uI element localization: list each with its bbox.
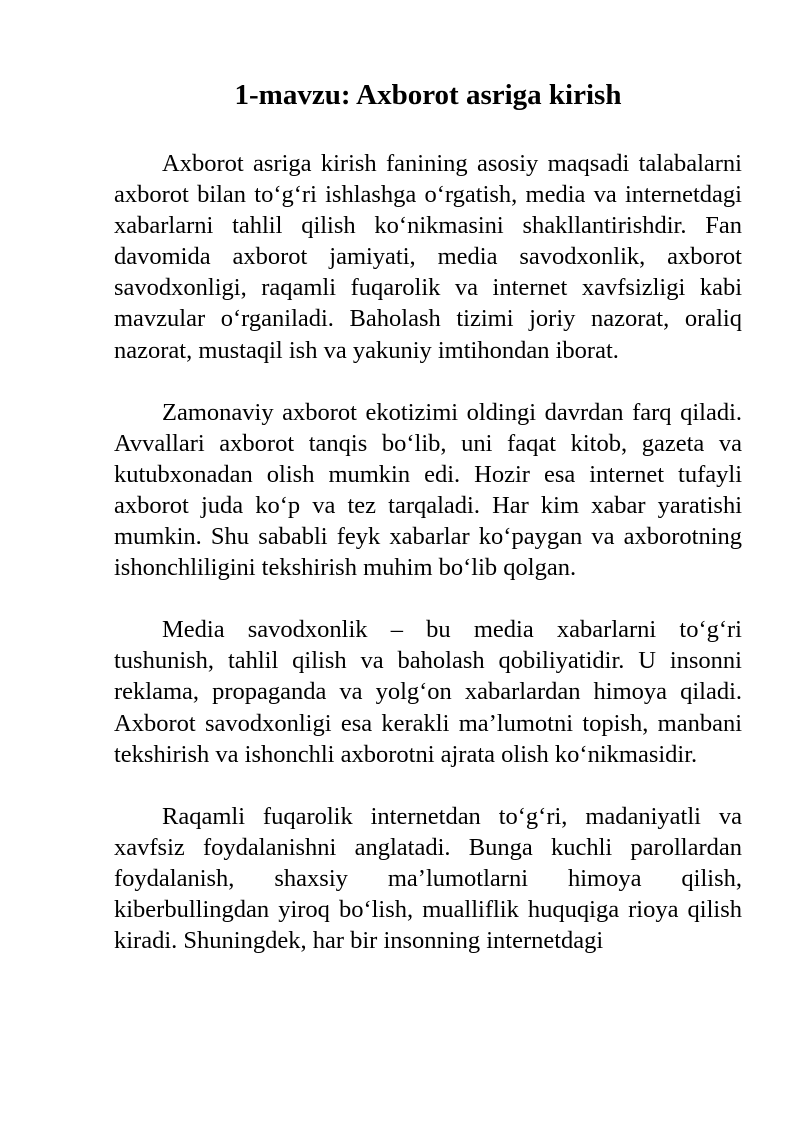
paragraph-information-ecosystem: Zamonaviy axborot ekotizimi oldingi davrdan farq qiladi. Avvallari axborot tanqis bo‘lib, uni faqat kitob, gazeta va kutubxonadan olish mumkin edi. Hozir esa internet tufayli axborot juda ko‘p va tez tarqaladi. Har kim xabar yaratishi mumkin. Shu sababli feyk xabarlar ko‘paygan va axborotning ishonchliligini tekshirish muhim bo‘lib qolgan.: [114, 398, 742, 582]
paragraph-course-goal: Axborot asriga kirish fanining asosiy maqsadi talabalarni axborot bilan to‘g‘ri ishlashga o‘rgatish, media va internetdagi xabarlarni tahlil qilish ko‘nikmasini shakllantirishdir. Fan davomida axborot jamiyati, media savodxonlik, axborot savodxonligi, raqamli fuqarolik va internet xavfsizligi kabi mavzular o‘rganiladi. Baholash tizimi joriy nazorat, oraliq nazorat, mustaqil ish va yakuniy imtihondan iborat.: [114, 150, 742, 364]
page-title: 1-mavzu: Axborot asriga kirish: [234, 79, 622, 111]
paragraph-media-literacy: Media savodxonlik – bu media xabarlarni to‘g‘ri tushunish, tahlil qilish va baholash qobiliyatidir. U insonni reklama, propaganda va yolg‘on xabarlardan himoya qiladi. Axborot savodxonligi esa kerakli ma’lumotni topish, manbani tekshirish va ishonchli axborotni ajrata olish ko‘nikmasidir.: [114, 616, 742, 768]
document-page: [114, 0, 742, 1131]
paragraph-digital-citizenship: Raqamli fuqarolik internetdan to‘g‘ri, madaniyatli va xavfsiz foydalanishni anglatadi. Bunga kuchli parollardan foydalanish, shaxsiy ma’lumotlarni himoya qilish, kiberbullingdan yiroq bo‘lish, mualliflik huquqiga rioya qilish kiradi. Shuningdek, har bir insonning internetdagi: [114, 802, 742, 955]
